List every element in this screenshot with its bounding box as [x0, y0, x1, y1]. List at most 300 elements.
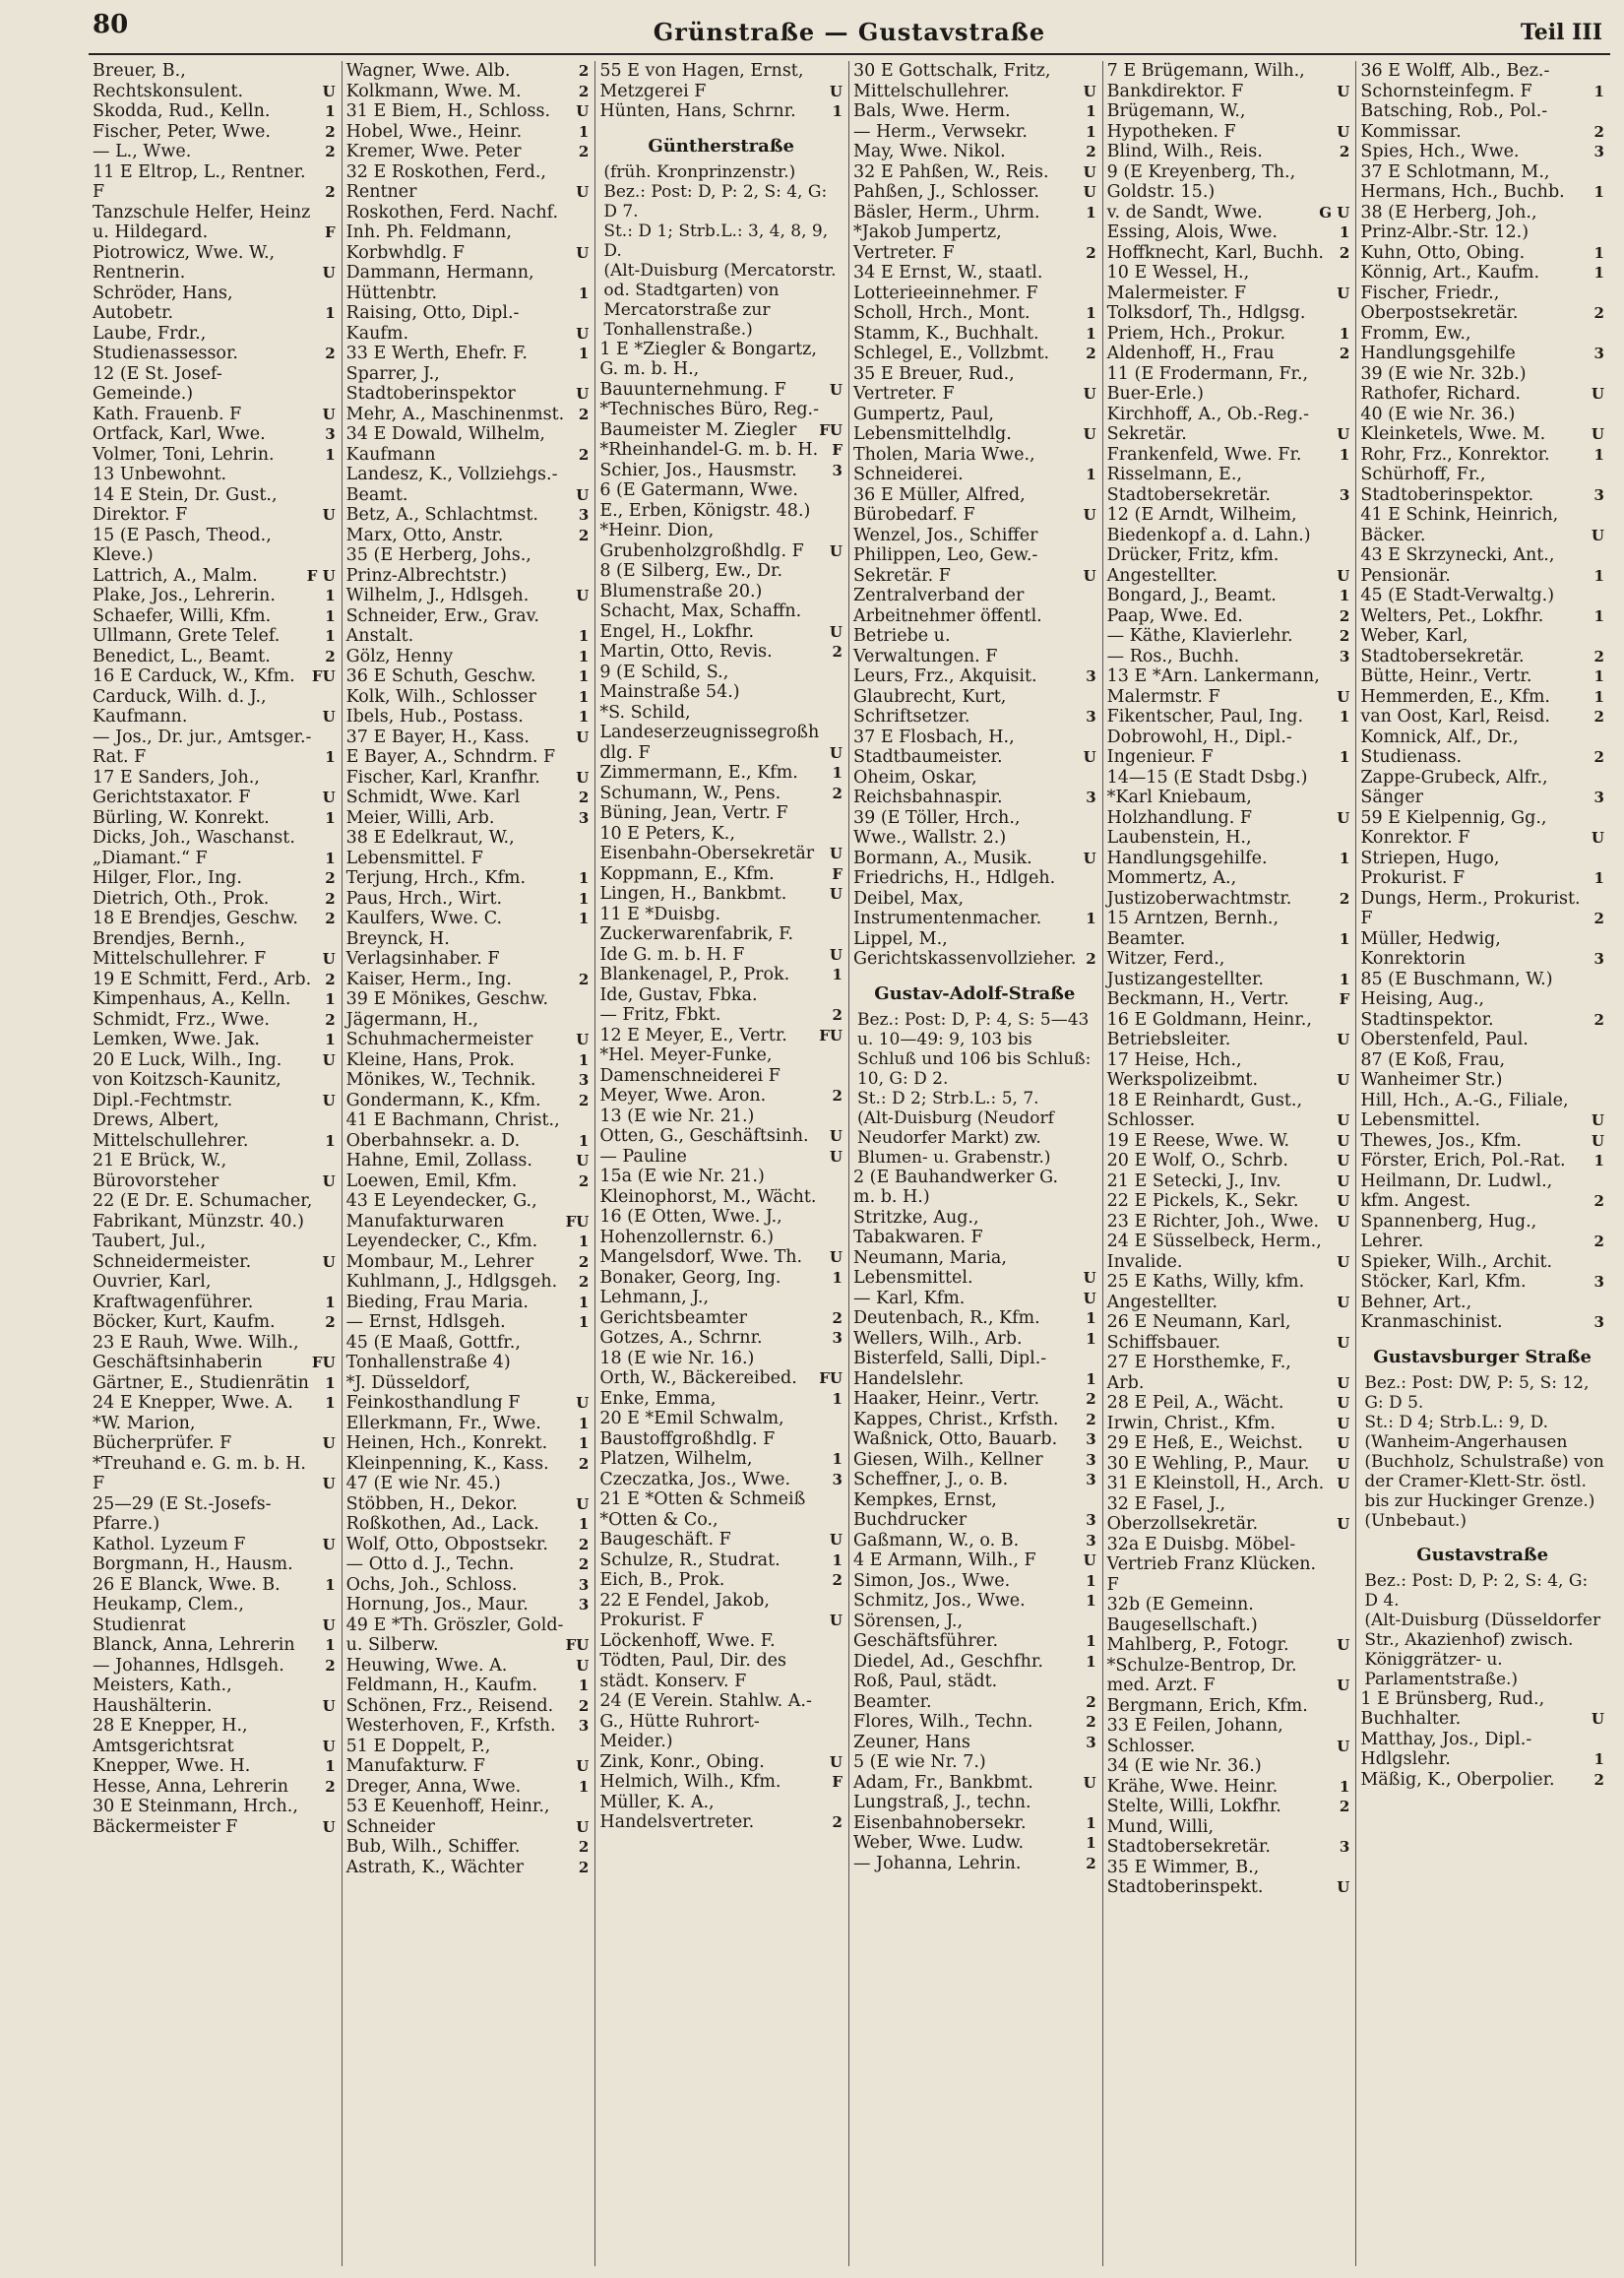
entry-text: 14 E Stein, Dr. Gust., Direktor. F — [93, 484, 278, 525]
entry-flag: U — [1083, 183, 1096, 201]
entry-text: Fischer, Karl, Kranfhr. — [345, 767, 540, 788]
directory-entry — [1107, 626, 1350, 647]
entry-text: Wellers, Wilh., Arb. — [852, 1328, 1023, 1349]
directory-entry — [93, 1756, 336, 1777]
directory-entry — [346, 929, 590, 970]
directory-entry — [599, 1772, 843, 1793]
entry-flag: U — [829, 1612, 843, 1629]
entry-text: 2 (E Bauhandwerker G. m. b. H.) — [852, 1167, 1059, 1207]
street-info: Bez.: Post: D, P: 2, S: 4, G: D 4. — [1364, 1570, 1589, 1611]
directory-entry — [1107, 909, 1350, 949]
entry-text: *Schulze-Bentrop, Dr. med. Arzt. F — [1106, 1655, 1297, 1695]
directory-entry — [346, 1070, 590, 1091]
entry-flag: 2 — [578, 1696, 590, 1715]
street-info: Bez.: Post: DW, P: 5, S: 12, G: D 5. — [1364, 1372, 1590, 1413]
entry-flag: 2 — [1593, 708, 1604, 726]
entry-text: 21 E *Otten & Schmeiß — [599, 1489, 806, 1509]
directory-entry — [853, 405, 1096, 445]
entry-text: 33 E Feilen, Johann, Schlosser. — [1106, 1716, 1283, 1756]
entry-flag: 2 — [325, 970, 336, 988]
entry-text: Wagner, Wwe. Alb. — [345, 61, 511, 81]
entry-flag: 3 — [578, 808, 590, 827]
entry-flag: 1 — [325, 445, 336, 464]
entry-flag: U — [1337, 1071, 1350, 1089]
directory-entry — [853, 1752, 1096, 1773]
directory-entry — [346, 1010, 590, 1050]
directory-entry — [93, 1716, 336, 1756]
entry-text: Dreger, Anna, Wwe. — [345, 1776, 522, 1797]
entry-flag: U — [1083, 385, 1096, 403]
entry-text: 33 E Werth, Ehefr. F. — [345, 344, 528, 363]
directory-entry — [346, 364, 590, 405]
directory-entry — [93, 1635, 336, 1656]
entry-text: Bonaker, Georg, Ing. — [599, 1267, 781, 1288]
entry-flag: 1 — [1593, 869, 1604, 887]
entry-text: 12 E Meyer, E., Vertr. — [599, 1025, 787, 1045]
directory-entry — [599, 101, 843, 122]
entry-flag: U — [1337, 1333, 1350, 1352]
entry-flag: 1 — [1339, 929, 1350, 948]
directory-entry — [1107, 1696, 1350, 1717]
entry-flag: 1 — [1339, 1777, 1350, 1796]
directory-entry — [853, 1652, 1096, 1673]
entry-flag: 1 — [578, 1777, 590, 1796]
entry-text: 32 E Pahßen, W., Reis. — [852, 161, 1049, 182]
directory-entry — [1107, 1716, 1350, 1756]
entry-flag: 1 — [578, 1434, 590, 1452]
entry-text: Heinen, Hch., Konrekt. — [345, 1433, 548, 1453]
entry-flag: 1 — [578, 889, 590, 908]
entry-flag: 1 — [1593, 566, 1604, 585]
directory-entry — [93, 1777, 336, 1798]
entry-flag: 1 — [1086, 1369, 1096, 1388]
entry-text: Wilhelm, J., Hdlsgeh. — [345, 586, 530, 605]
entry-flag: F U — [306, 566, 336, 585]
entry-flag: U — [576, 183, 590, 201]
entry-flag: 3 — [1086, 1733, 1096, 1751]
entry-flag: 2 — [1593, 910, 1604, 927]
entry-text: Hoffknecht, Karl, Buchh. — [1106, 242, 1324, 263]
entry-flag: G U — [1319, 203, 1350, 221]
directory-entry — [1107, 1353, 1350, 1393]
entry-text: Kleinketels, Wwe. M. — [1360, 424, 1546, 444]
entry-text: 32a E Duisbg. Möbel-Vertrieb Franz Klücken. F — [1106, 1534, 1317, 1595]
entry-text: 41 E Schink, Heinrich, Bäcker. — [1360, 505, 1559, 545]
entry-text: Irwin, Christ., Kfm. — [1106, 1413, 1276, 1433]
entry-text: Mombaur, M., Lehrer — [345, 1251, 534, 1272]
directory-entry — [599, 905, 843, 966]
entry-text: Kaulfers, Wwe. C. — [345, 909, 503, 928]
directory-entry — [599, 1691, 843, 1752]
directory-entry — [853, 1550, 1096, 1571]
directory-entry — [93, 1414, 336, 1454]
entry-text: — Karl, Kfm. — [852, 1288, 966, 1308]
directory-entry — [1107, 1474, 1350, 1494]
entry-text: Zeuner, Hans — [852, 1732, 970, 1752]
directory-entry — [599, 1167, 843, 1187]
entry-text: Flores, Wilh., Techn. — [852, 1712, 1033, 1732]
directory-entry — [853, 344, 1096, 364]
street-info: (Unbebaut.) — [1364, 1510, 1468, 1531]
entry-text: Drücker, Fritz, kfm. Angestellter. — [1106, 545, 1280, 586]
entry-text: 51 E Doppelt, P., Manufakturw. F — [345, 1736, 491, 1776]
entry-flag: U — [1337, 425, 1350, 443]
page-header — [89, 10, 1610, 55]
entry-text: 38 (E Herberg, Joh., Prinz-Albr.-Str. 12.) — [1360, 202, 1537, 242]
directory-entry — [1107, 707, 1350, 728]
directory-entry — [346, 1252, 590, 1273]
entry-text: Bütte, Heinr., Vertr. — [1360, 666, 1532, 686]
entry-flag: 3 — [1339, 485, 1350, 504]
entry-text: Heuwing, Wwe. A. — [345, 1655, 508, 1676]
directory-entry — [599, 622, 843, 643]
entry-text: 24 E Süsselbeck, Herm., Invalide. — [1106, 1232, 1322, 1272]
entry-text: Bäsler, Herm., Uhrm. — [852, 202, 1040, 222]
directory-entry — [346, 1454, 590, 1475]
street-info: (früh. Kronprinzenstr.) — [603, 161, 796, 182]
entry-flag: U — [829, 945, 843, 964]
entry-flag: 2 — [578, 445, 590, 464]
entry-text: Wolf, Otto, Obpostsekr. — [345, 1534, 548, 1554]
directory-entry — [93, 1030, 336, 1050]
entry-text: Weber, Wwe. Ludw. — [852, 1833, 1025, 1853]
directory-entry — [599, 1470, 843, 1490]
directory-entry — [1107, 1817, 1350, 1858]
entry-flag: 2 — [578, 789, 590, 806]
entry-text: Scheffner, J., o. B. — [852, 1470, 1009, 1489]
directory-entry — [1360, 203, 1604, 243]
entry-text: Ochs, Joh., Schloss. — [345, 1574, 518, 1595]
entry-flag: 3 — [1593, 485, 1604, 504]
directory-entry — [1107, 1091, 1350, 1131]
entry-flag: 2 — [1593, 1770, 1604, 1789]
directory-entry — [93, 889, 336, 910]
directory-entry — [599, 1147, 843, 1168]
entry-text: Hahne, Emil, Zollass. — [345, 1151, 532, 1171]
directory-entry — [853, 586, 1096, 666]
entry-flag: U — [1337, 1414, 1350, 1432]
directory-entry — [93, 1373, 336, 1394]
entry-flag: U — [829, 82, 843, 100]
entry-flag: 1 — [1086, 324, 1096, 343]
entry-text: 34 E Dowald, Wilhelm, Kaufmann — [345, 424, 545, 465]
entry-flag: 1 — [578, 1050, 590, 1069]
entry-text: Simon, Jos., Wwe. — [852, 1570, 1011, 1591]
directory-entry — [1107, 545, 1350, 586]
directory-entry — [346, 989, 590, 1010]
entry-text: 1 E Brünsberg, Rud., Buchhalter. — [1360, 1688, 1545, 1729]
directory-entry — [346, 1656, 590, 1677]
entry-text: 53 E Keuenhoff, Heinr., Schneider — [345, 1797, 550, 1837]
entry-flag: U — [576, 1394, 590, 1412]
entry-text: Meisters, Kath., Haushälterin. — [93, 1676, 232, 1716]
directory-entry — [1107, 1414, 1350, 1434]
entry-text: 13 Unbewohnt. — [93, 465, 227, 484]
entry-text: Czeczatka, Jos., Wwe. — [599, 1469, 791, 1489]
directory-entry — [93, 566, 336, 587]
directory-entry — [346, 1151, 590, 1171]
entry-flag: 3 — [1339, 647, 1350, 665]
entry-flag: 2 — [832, 643, 843, 661]
entry-text: Kimpenhaus, A., Kelln. — [93, 989, 291, 1009]
entry-flag: 2 — [1086, 143, 1096, 160]
entry-text: Hill, Hch., A.-G., Filiale, Lebensmittel. — [1360, 1090, 1569, 1130]
entry-text: — Herm., Verwsekr. — [852, 121, 1028, 142]
entry-flag: U — [322, 1817, 336, 1836]
entry-text: — Fritz, Fbkt. — [599, 1005, 721, 1025]
entry-flag: U — [829, 1752, 843, 1771]
directory-entry — [93, 808, 336, 829]
entry-text: von Koitzsch-Kaunitz, Dipl.-Fechtmstr. — [93, 1070, 281, 1110]
entry-text: Piotrowicz, Wwe. W., Rentnerin. — [93, 242, 276, 283]
entry-text: Stöcker, Karl, Kfm. — [1360, 1272, 1527, 1292]
entry-text: Hesse, Anna, Lehrerin — [93, 1776, 289, 1797]
entry-flag: 2 — [325, 143, 336, 160]
entry-flag: U — [576, 728, 590, 746]
entry-text: 5 (E wie Nr. 7.) — [852, 1752, 986, 1772]
entry-text: Tanzschule Helfer, Heinz u. Hildegard. — [93, 202, 311, 242]
directory-entry — [346, 1514, 590, 1535]
entry-text: Sörensen, J., Geschäftsführer. — [852, 1611, 999, 1651]
entry-text: Rathofer, Richard. — [1360, 384, 1521, 404]
directory-entry — [853, 666, 1096, 687]
directory-entry — [1107, 586, 1350, 606]
entry-flag: U — [829, 885, 843, 903]
entry-flag: 2 — [578, 405, 590, 423]
entry-flag: 2 — [578, 1838, 590, 1856]
directory-entry — [93, 1191, 336, 1232]
directory-entry — [1360, 1151, 1604, 1171]
directory-entry — [346, 1554, 590, 1575]
entry-text: 36 E Müller, Alfred, Bürobedarf. F — [852, 484, 1026, 525]
entry-text: Tödten, Paul, Dir. des städt. Konserv. F — [599, 1651, 786, 1691]
entry-flag: 2 — [325, 345, 336, 362]
entry-text: Kirchhoff, A., Ob.-Reg.-Sekretär. — [1106, 404, 1310, 444]
directory-entry — [1360, 1689, 1604, 1730]
entry-text: Schier, Jos., Hausmstr. — [599, 460, 797, 480]
entry-flag: 2 — [1593, 304, 1604, 322]
entry-text: Meier, Willi, Arb. — [345, 807, 495, 828]
directory-entry — [853, 1248, 1096, 1289]
directory-entry — [93, 445, 336, 466]
directory-entry — [853, 1389, 1096, 1410]
entry-flag: U — [1083, 162, 1096, 181]
entry-text: Otten, G., Geschäftsinh. — [599, 1126, 809, 1146]
entry-text: Schaefer, Willi, Kfm. — [93, 605, 272, 626]
entry-flag: U — [576, 243, 590, 262]
directory-entry — [346, 142, 590, 162]
directory-entry — [1107, 1797, 1350, 1817]
entry-flag: U — [1083, 425, 1096, 443]
entry-text: 32 E Roskothen, Ferd., Rentner — [345, 161, 546, 202]
entry-text: Loewen, Emil, Kfm. — [345, 1171, 518, 1191]
entry-flag: U — [1337, 82, 1350, 100]
entry-text: Marx, Otto, Anstr. — [345, 525, 504, 545]
entry-text: Schneider, Erw., Grav. Anstalt. — [345, 605, 539, 646]
entry-flag: 1 — [1339, 849, 1350, 867]
entry-flag: U — [576, 324, 590, 343]
directory-entry — [599, 601, 843, 622]
entry-flag: U — [1337, 1677, 1350, 1694]
entry-text: Tolksdorf, Th., Hdlgsg. — [1106, 303, 1306, 323]
entry-text: 32b (E Gemeinn. Baugesellschaft.) — [1106, 1595, 1258, 1635]
directory-entry — [1360, 1212, 1604, 1252]
entry-text: Platzen, Wilhelm, — [599, 1449, 753, 1469]
directory-entry — [853, 122, 1096, 143]
directory-entry — [346, 1575, 590, 1596]
entry-text: 21 E Brück, W., Bürovorsteher — [93, 1151, 227, 1191]
columns-container — [89, 61, 1610, 2266]
entry-text: Schmitz, Jos., Wwe. — [852, 1591, 1026, 1611]
entry-flag: 1 — [325, 808, 336, 827]
directory-entry — [346, 545, 590, 586]
entry-text: E Bayer, A., Schndrm. F — [345, 747, 556, 767]
directory-entry — [346, 909, 590, 929]
directory-entry — [346, 1676, 590, 1696]
entry-text: 26 E Neumann, Karl, Schiffsbauer. — [1106, 1312, 1291, 1353]
entry-text: 25—29 (E St.-Josefs-Pfarre.) — [93, 1493, 272, 1534]
directory-entry — [93, 1494, 336, 1535]
entry-flag: 1 — [578, 1414, 590, 1432]
entry-flag: 1 — [325, 1757, 336, 1775]
directory-entry — [346, 465, 590, 505]
directory-entry — [346, 1110, 590, 1151]
entry-text: Diedel, Ad., Geschfhr. — [852, 1651, 1043, 1672]
directory-entry — [1107, 1212, 1350, 1233]
directory-entry — [346, 1050, 590, 1071]
entry-text: Zentralverband der Arbeitnehmer öffentl. Betriebe u. Verwaltungen. F — [852, 586, 1042, 666]
directory-entry — [1360, 545, 1604, 586]
entry-flag: 1 — [1339, 587, 1350, 604]
entry-text: Ortfack, Karl, Wwe. — [93, 424, 266, 444]
directory-entry — [346, 1433, 590, 1454]
directory-entry — [93, 728, 336, 768]
entry-flag: 1 — [832, 966, 843, 983]
entry-text: *J. Düsseldorf, Feinkosthandlung F — [345, 1372, 521, 1413]
directory-entry — [1107, 1756, 1350, 1777]
directory-entry — [1107, 1393, 1350, 1414]
entry-flag: F — [325, 223, 336, 241]
directory-entry — [1107, 505, 1350, 545]
entry-text: Schumann, W., Pens. — [599, 783, 781, 803]
directory-entry — [853, 526, 1096, 546]
entry-text: — Ros., Buchh. — [1106, 646, 1240, 666]
directory-entry — [1107, 1131, 1350, 1152]
directory-entry — [1107, 828, 1350, 868]
entry-text: 26 E Blanck, Wwe. B. — [93, 1574, 281, 1595]
directory-entry — [853, 728, 1096, 768]
directory-entry — [599, 1328, 843, 1349]
entry-text: 15 (E Pasch, Theod., Kleve.) — [93, 525, 272, 565]
directory-entry — [93, 1312, 336, 1333]
directory-entry — [93, 1070, 336, 1110]
entry-text: 21 E Setecki, J., Inv. — [1106, 1171, 1281, 1191]
entry-flag: U — [829, 1248, 843, 1266]
entry-flag: U — [1337, 808, 1350, 827]
entry-text: Oberstenfeld, Paul. — [1360, 1030, 1529, 1049]
entry-text: Schlegel, E., Vollzbmt. — [852, 344, 1050, 363]
entry-flag: 2 — [1339, 889, 1350, 908]
entry-text: Hilger, Flor., Ing. — [93, 868, 242, 888]
entry-text: Lemken, Wwe. Jak. — [93, 1030, 260, 1049]
directory-entry — [853, 1571, 1096, 1592]
entry-text: Haaker, Heinr., Vertr. — [852, 1389, 1040, 1409]
entry-flag: 3 — [832, 1470, 843, 1488]
entry-text: Bals, Wwe. Herm. — [852, 101, 1011, 121]
entry-text: 43 E Skrzynecki, Ant., Pensionär. — [1360, 545, 1555, 586]
directory-entry — [346, 586, 590, 606]
entry-text: — Käthe, Klavierlehr. — [1106, 626, 1293, 646]
page-number: 80 — [93, 10, 129, 39]
street-info: St.: D 4; Strb.L.: 9, D. — [1364, 1412, 1549, 1432]
directory-entry — [853, 1208, 1096, 1248]
entry-text: Mahlberg, P., Fotogr. — [1106, 1635, 1289, 1655]
entry-text: *Hel. Meyer-Funke, Damenschneiderei F — [599, 1045, 781, 1086]
entry-text: 8 (E Silberg, Ew., Dr. Blumenstraße 20.) — [599, 561, 783, 601]
entry-flag: 1 — [1593, 183, 1604, 201]
directory-entry — [599, 1207, 843, 1247]
entry-text: Bergmann, Erich, Kfm. — [1106, 1695, 1308, 1716]
directory-entry — [1360, 1293, 1604, 1333]
entry-text: Dietrich, Oth., Prok. — [93, 888, 270, 909]
directory-entry — [93, 1110, 336, 1151]
entry-flag: 2 — [1593, 122, 1604, 141]
entry-flag: 1 — [832, 764, 843, 782]
directory-entry — [93, 1535, 336, 1555]
directory-entry — [853, 364, 1096, 405]
entry-text: Gotzes, A., Schrnr. — [599, 1328, 763, 1348]
entry-text: 22 E Pickels, K., Sekr. — [1106, 1191, 1299, 1211]
directory-entry — [599, 763, 843, 784]
entry-flag: F — [1339, 990, 1350, 1008]
directory-entry — [853, 1672, 1096, 1712]
directory-entry — [1360, 626, 1604, 666]
entry-flag: 1 — [1086, 203, 1096, 221]
directory-entry — [93, 989, 336, 1010]
directory-entry — [853, 1168, 1096, 1208]
directory-entry — [599, 803, 843, 824]
entry-flag: 2 — [1086, 1692, 1096, 1711]
entry-flag: 3 — [1086, 1471, 1096, 1488]
entry-flag: 2 — [578, 970, 590, 988]
entry-text: 37 E Bayer, H., Kass. — [345, 727, 530, 747]
entry-flag: 2 — [832, 784, 843, 802]
entry-text: 25 E Kaths, Willy, kfm. Angestellter. — [1106, 1272, 1305, 1312]
entry-text: Blankenagel, P., Prok. — [599, 965, 790, 984]
entry-text: 87 (E Koß, Frau, Wanheimer Str.) — [1360, 1049, 1506, 1090]
directory-entry — [599, 1651, 843, 1691]
directory-entry — [93, 1595, 336, 1635]
entry-text: Benedict, L., Beamt. — [93, 646, 271, 666]
entry-flag: U — [322, 405, 336, 423]
entry-flag: 1 — [1086, 304, 1096, 322]
directory-entry — [853, 1854, 1096, 1874]
directory-entry — [1107, 1595, 1350, 1635]
directory-entry — [1107, 606, 1350, 627]
entry-flag: 2 — [1593, 1233, 1604, 1250]
directory-entry — [93, 1554, 336, 1575]
entry-flag: U — [1591, 526, 1604, 544]
directory-entry — [599, 521, 843, 561]
directory-entry — [853, 1712, 1096, 1733]
entry-flag: 2 — [1339, 143, 1350, 160]
entry-text: — Pauline — [599, 1146, 687, 1167]
entry-text: Essing, Alois, Wwe. — [1106, 222, 1278, 242]
entry-flag: 1 — [1086, 1652, 1096, 1671]
entry-text: Kolk, Wilh., Schlosser — [345, 686, 536, 707]
entry-flag: 3 — [578, 1717, 590, 1735]
directory-entry — [1360, 162, 1604, 203]
